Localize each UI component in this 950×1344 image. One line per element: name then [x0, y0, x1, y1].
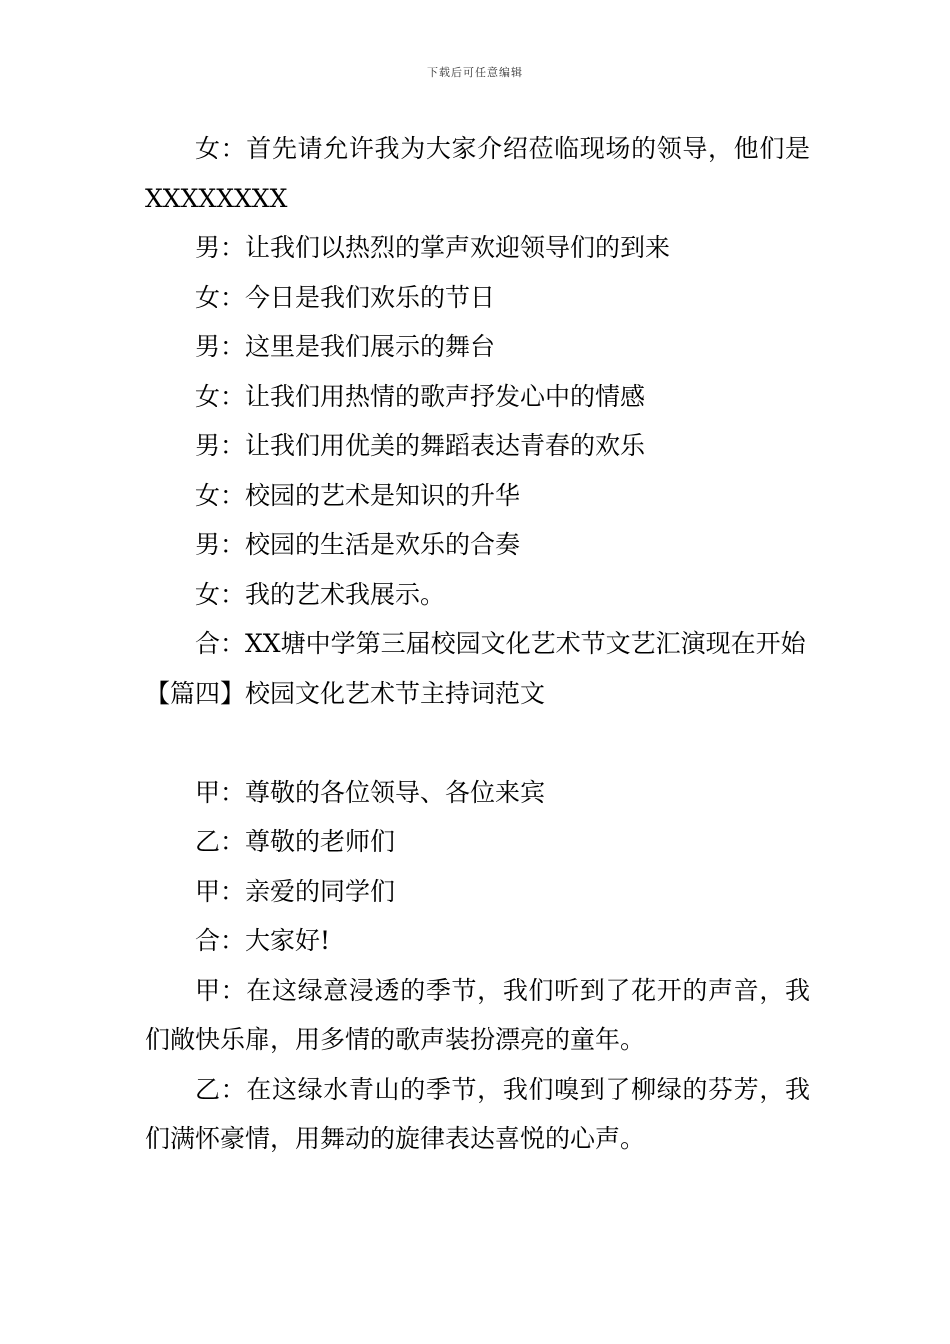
paragraph: 女：让我们用热情的歌声抒发心中的情感: [195, 381, 646, 411]
paragraph: 女：我的艺术我展示。: [195, 579, 446, 609]
paragraph: 合：XX塘中学第三届校园文化艺术节文艺汇演现在开始: [195, 629, 806, 658]
paragraph: 男：让我们以热烈的掌声欢迎领导们的到来: [195, 233, 671, 262]
paragraph: 男：这里是我们展示的舞台: [195, 332, 496, 361]
header-note: 下载后可任意编辑: [427, 66, 523, 79]
paragraph: 女：首先请允许我为大家介绍莅临现场的领导，他们是XXXXXXXX: [145, 134, 810, 213]
paragraph: 甲：尊敬的各位领导、各位来宾: [195, 777, 546, 807]
section-title: 【篇四】校园文化艺术节主持词范文: [145, 678, 546, 708]
document-body: [145, 124, 810, 1164]
paragraph: 合：大家好!: [195, 926, 331, 955]
paragraph: 男：让我们用优美的舞蹈表达青春的欢乐: [195, 431, 646, 460]
paragraph: 女：今日是我们欢乐的节日: [195, 282, 496, 312]
blank-line: [145, 718, 810, 768]
paragraph: 甲：在这绿意浸透的季节，我们听到了花开的声音，我们敞快乐扉，用多情的歌声装扮漂亮的童年。: [145, 975, 810, 1054]
paragraph: 女：校园的艺术是知识的升华: [195, 480, 521, 510]
paragraph: 乙：尊敬的老师们: [195, 827, 396, 856]
paragraph: 甲：亲爱的同学们: [195, 876, 396, 906]
paragraph: 男：校园的生活是欢乐的合奏: [195, 530, 521, 559]
paragraph: 乙：在这绿水青山的季节，我们嗅到了柳绿的芬芳，我们满怀豪情，用舞动的旋律表达喜悦的心声。: [145, 1074, 810, 1153]
